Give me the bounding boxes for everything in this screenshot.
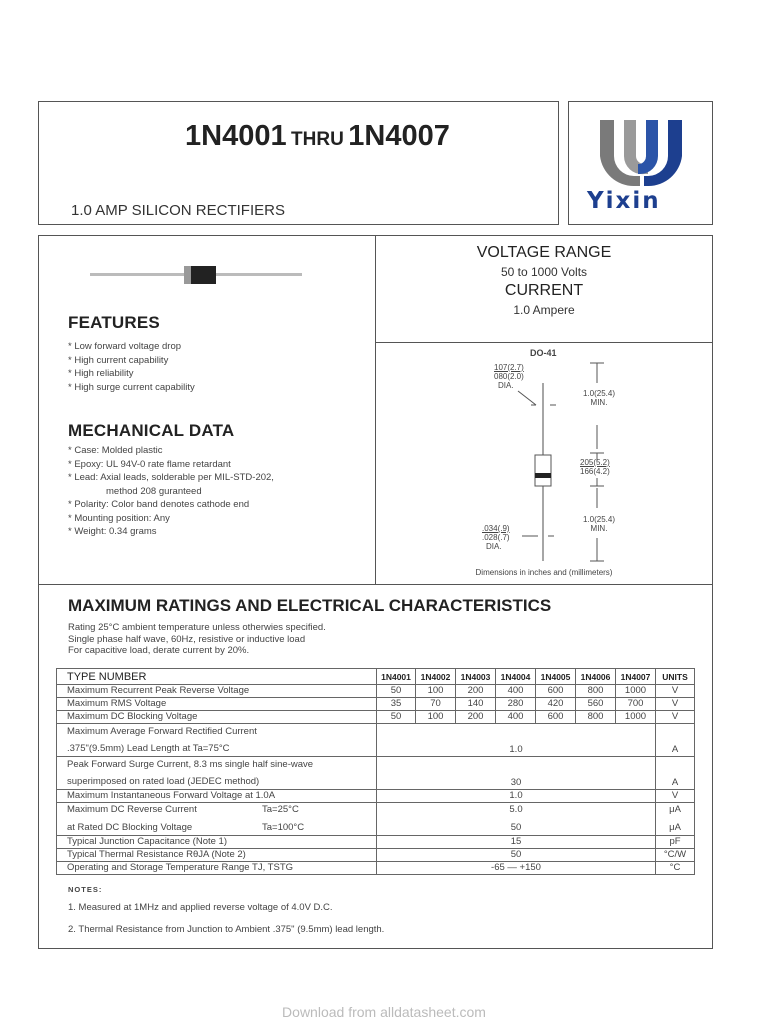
ratings-conditions xyxy=(68,622,326,657)
cell: -65 — +150 xyxy=(377,862,656,875)
voltage-range-heading: VOLTAGE RANGE xyxy=(476,244,612,261)
mechanical-list xyxy=(68,444,274,539)
ir-condition: Ta=100°C xyxy=(262,822,305,833)
row-label: Maximum Instantaneous Forward Voltage at 1.0A xyxy=(57,790,377,803)
unit-cell: A xyxy=(656,757,695,790)
bottom-length-label xyxy=(576,515,622,533)
list-item: * High current capability xyxy=(68,354,169,366)
table-row xyxy=(57,790,695,803)
logo-text: Yixin xyxy=(587,188,661,214)
ir-label: Maximum DC Reverse Current xyxy=(67,804,197,815)
summary-block xyxy=(376,244,712,317)
cell: 400 xyxy=(496,711,536,724)
page-title: 1N4001 THRU 1N4007 xyxy=(185,120,450,152)
row-label: Maximum Recurrent Peak Reverse Voltage xyxy=(57,685,377,698)
mechanical-heading: MECHANICAL DATA xyxy=(68,421,235,440)
features-heading: FEATURES xyxy=(68,313,160,332)
table-row xyxy=(57,836,695,849)
cell: 1000 xyxy=(616,711,656,724)
row-label-line: .375"(9.5mm) Lead Length at Ta=75°C xyxy=(67,743,230,754)
unit-cell: V xyxy=(656,685,695,698)
table-row xyxy=(57,862,695,875)
dimensions-caption: Dimensions in inches and (millimeters) xyxy=(475,568,613,577)
row-label-line xyxy=(67,821,374,835)
row-label-line xyxy=(67,803,374,817)
yixin-logo-icon xyxy=(594,116,690,186)
cell: 50 xyxy=(377,849,656,862)
row-label: Typical Junction Capacitance (Note 1) xyxy=(57,836,377,849)
cell: 400 xyxy=(496,685,536,698)
unit-cell: A xyxy=(656,724,695,757)
row-label-line: Maximum Average Forward Rectified Current xyxy=(67,726,257,737)
features-list xyxy=(68,340,195,394)
col-header: 1N4004 xyxy=(496,669,536,685)
ir-value: 50 xyxy=(510,822,522,833)
cell: 50 xyxy=(377,711,416,724)
dim-text: DIA. xyxy=(498,381,514,390)
table-row xyxy=(57,698,695,711)
units-header: UNITS xyxy=(656,669,695,685)
cell: 100 xyxy=(416,685,456,698)
ir-label: at Rated DC Blocking Voltage xyxy=(67,822,193,833)
top-length-label xyxy=(576,389,622,407)
cell xyxy=(377,803,656,836)
col-header: 1N4005 xyxy=(536,669,576,685)
table-row xyxy=(57,711,695,724)
dim-text: 080(2.0) xyxy=(494,372,524,381)
cell: 100 xyxy=(416,711,456,724)
table-header-row xyxy=(57,669,695,685)
note-2: 2. Thermal Resistance from Junction to Ambient .375" (9.5mm) lead length. xyxy=(68,924,385,935)
cell: 200 xyxy=(456,711,496,724)
body-length-label xyxy=(580,458,610,476)
row-label xyxy=(57,803,377,836)
logo-box xyxy=(568,101,713,225)
cell: 800 xyxy=(576,685,616,698)
subtitle: 1.0 AMP SILICON RECTIFIERS xyxy=(71,202,285,219)
cell: 280 xyxy=(496,698,536,711)
row-label xyxy=(57,724,377,757)
cell: 50 xyxy=(377,685,416,698)
list-item: * Epoxy: UL 94V-0 rate flame retardant xyxy=(68,458,231,470)
unit-cell: pF xyxy=(656,836,695,849)
current-heading: CURRENT xyxy=(504,282,584,299)
package-drawing xyxy=(376,343,712,584)
list-item: * Weight: 0.34 grams xyxy=(68,526,157,537)
list-item: method 208 guranteed xyxy=(106,485,202,497)
cell: 560 xyxy=(576,698,616,711)
ir-value: 5.0 xyxy=(509,804,523,815)
row-label-line: Peak Forward Surge Current, 8.3 ms single half sine-wave xyxy=(67,759,314,770)
table-row xyxy=(57,803,695,836)
dim-text: 1.0(25.4) xyxy=(582,389,616,398)
unit-cell xyxy=(656,803,695,836)
dim-text: 107(2.7) xyxy=(494,363,524,372)
unit-cell: V xyxy=(656,711,695,724)
row-label: Typical Thermal Resistance RθJA (Note 2) xyxy=(57,849,377,862)
dim-text: MIN. xyxy=(590,524,608,533)
cell: 140 xyxy=(456,698,496,711)
cell: 35 xyxy=(377,698,416,711)
list-item: * High surge current capability xyxy=(68,381,195,393)
cell: 30 xyxy=(377,757,656,790)
cell: 600 xyxy=(536,711,576,724)
type-number-header: TYPE NUMBER xyxy=(57,669,377,685)
list-item: * High reliability xyxy=(68,368,134,379)
condition-line: For capacitive load, derate current by 20%. xyxy=(68,645,250,656)
ir-unit: μA xyxy=(669,804,681,815)
unit-cell: V xyxy=(656,790,695,803)
dim-text: 166(4.2) xyxy=(580,467,610,476)
cell: 200 xyxy=(456,685,496,698)
ir-unit: μA xyxy=(669,822,681,833)
dim-text: 205(5.2) xyxy=(580,458,610,467)
package-label: DO-41 xyxy=(530,348,557,358)
unit-cell: °C/W xyxy=(656,849,695,862)
list-item: * Lead: Axial leads, solderable per MIL-STD-202, xyxy=(68,472,274,483)
dim-text: 1.0(25.4) xyxy=(582,515,616,524)
row-label: Maximum RMS Voltage xyxy=(57,698,377,711)
cell: 1.0 xyxy=(377,790,656,803)
cell: 70 xyxy=(416,698,456,711)
col-header: 1N4003 xyxy=(456,669,496,685)
cell: 15 xyxy=(377,836,656,849)
cell: 800 xyxy=(576,711,616,724)
row-label-line: superimposed on rated load (JEDEC method) xyxy=(67,776,260,787)
cell: 700 xyxy=(616,698,656,711)
dim-text: .034(.9) xyxy=(482,524,510,533)
cell: 1.0 xyxy=(377,724,656,757)
wire-dia-label xyxy=(482,524,510,551)
unit-cell: V xyxy=(656,698,695,711)
ratings-heading: MAXIMUM RATINGS AND ELECTRICAL CHARACTERISTICS xyxy=(68,596,552,615)
list-item: * Polarity: Color band denotes cathode end xyxy=(68,499,250,510)
unit-cell: °C xyxy=(656,862,695,875)
condition-line: Rating 25°C ambient temperature unless otherwies specified. xyxy=(68,622,326,633)
lead-dia-label xyxy=(494,363,524,390)
dim-text: MIN. xyxy=(590,398,608,407)
title-box xyxy=(38,101,559,225)
voltage-range-value: 50 to 1000 Volts xyxy=(500,265,588,279)
row-label xyxy=(57,757,377,790)
col-header: 1N4006 xyxy=(576,669,616,685)
list-item: * Mounting position: Any xyxy=(68,512,170,524)
diode-illustration xyxy=(90,265,302,285)
col-header: 1N4002 xyxy=(416,669,456,685)
dim-text: DIA. xyxy=(486,542,502,551)
ir-condition: Ta=25°C xyxy=(262,804,299,815)
dimension-lines xyxy=(376,343,712,584)
note-1: 1. Measured at 1MHz and applied reverse voltage of 4.0V D.C. xyxy=(68,902,333,913)
cell: 600 xyxy=(536,685,576,698)
current-value: 1.0 Ampere xyxy=(513,303,575,317)
list-item: * Case: Molded plastic xyxy=(68,445,163,456)
ratings-table xyxy=(56,668,695,875)
col-header: 1N4007 xyxy=(616,669,656,685)
footer-watermark: Download from alldatasheet.com xyxy=(282,1004,486,1020)
cell: 1000 xyxy=(616,685,656,698)
row-label: Operating and Storage Temperature Range TJ, TSTG xyxy=(57,862,377,875)
list-item: * Low forward voltage drop xyxy=(68,341,182,352)
table-row xyxy=(57,724,695,757)
cell: 420 xyxy=(536,698,576,711)
row-label: Maximum DC Blocking Voltage xyxy=(57,711,377,724)
col-header: 1N4001 xyxy=(377,669,416,685)
table-row xyxy=(57,849,695,862)
table-row xyxy=(57,757,695,790)
table-row xyxy=(57,685,695,698)
notes-heading: NOTES: xyxy=(68,885,103,894)
condition-line: Single phase half wave, 60Hz, resistive or inductive load xyxy=(68,633,306,645)
dim-text: .028(.7) xyxy=(482,533,510,542)
